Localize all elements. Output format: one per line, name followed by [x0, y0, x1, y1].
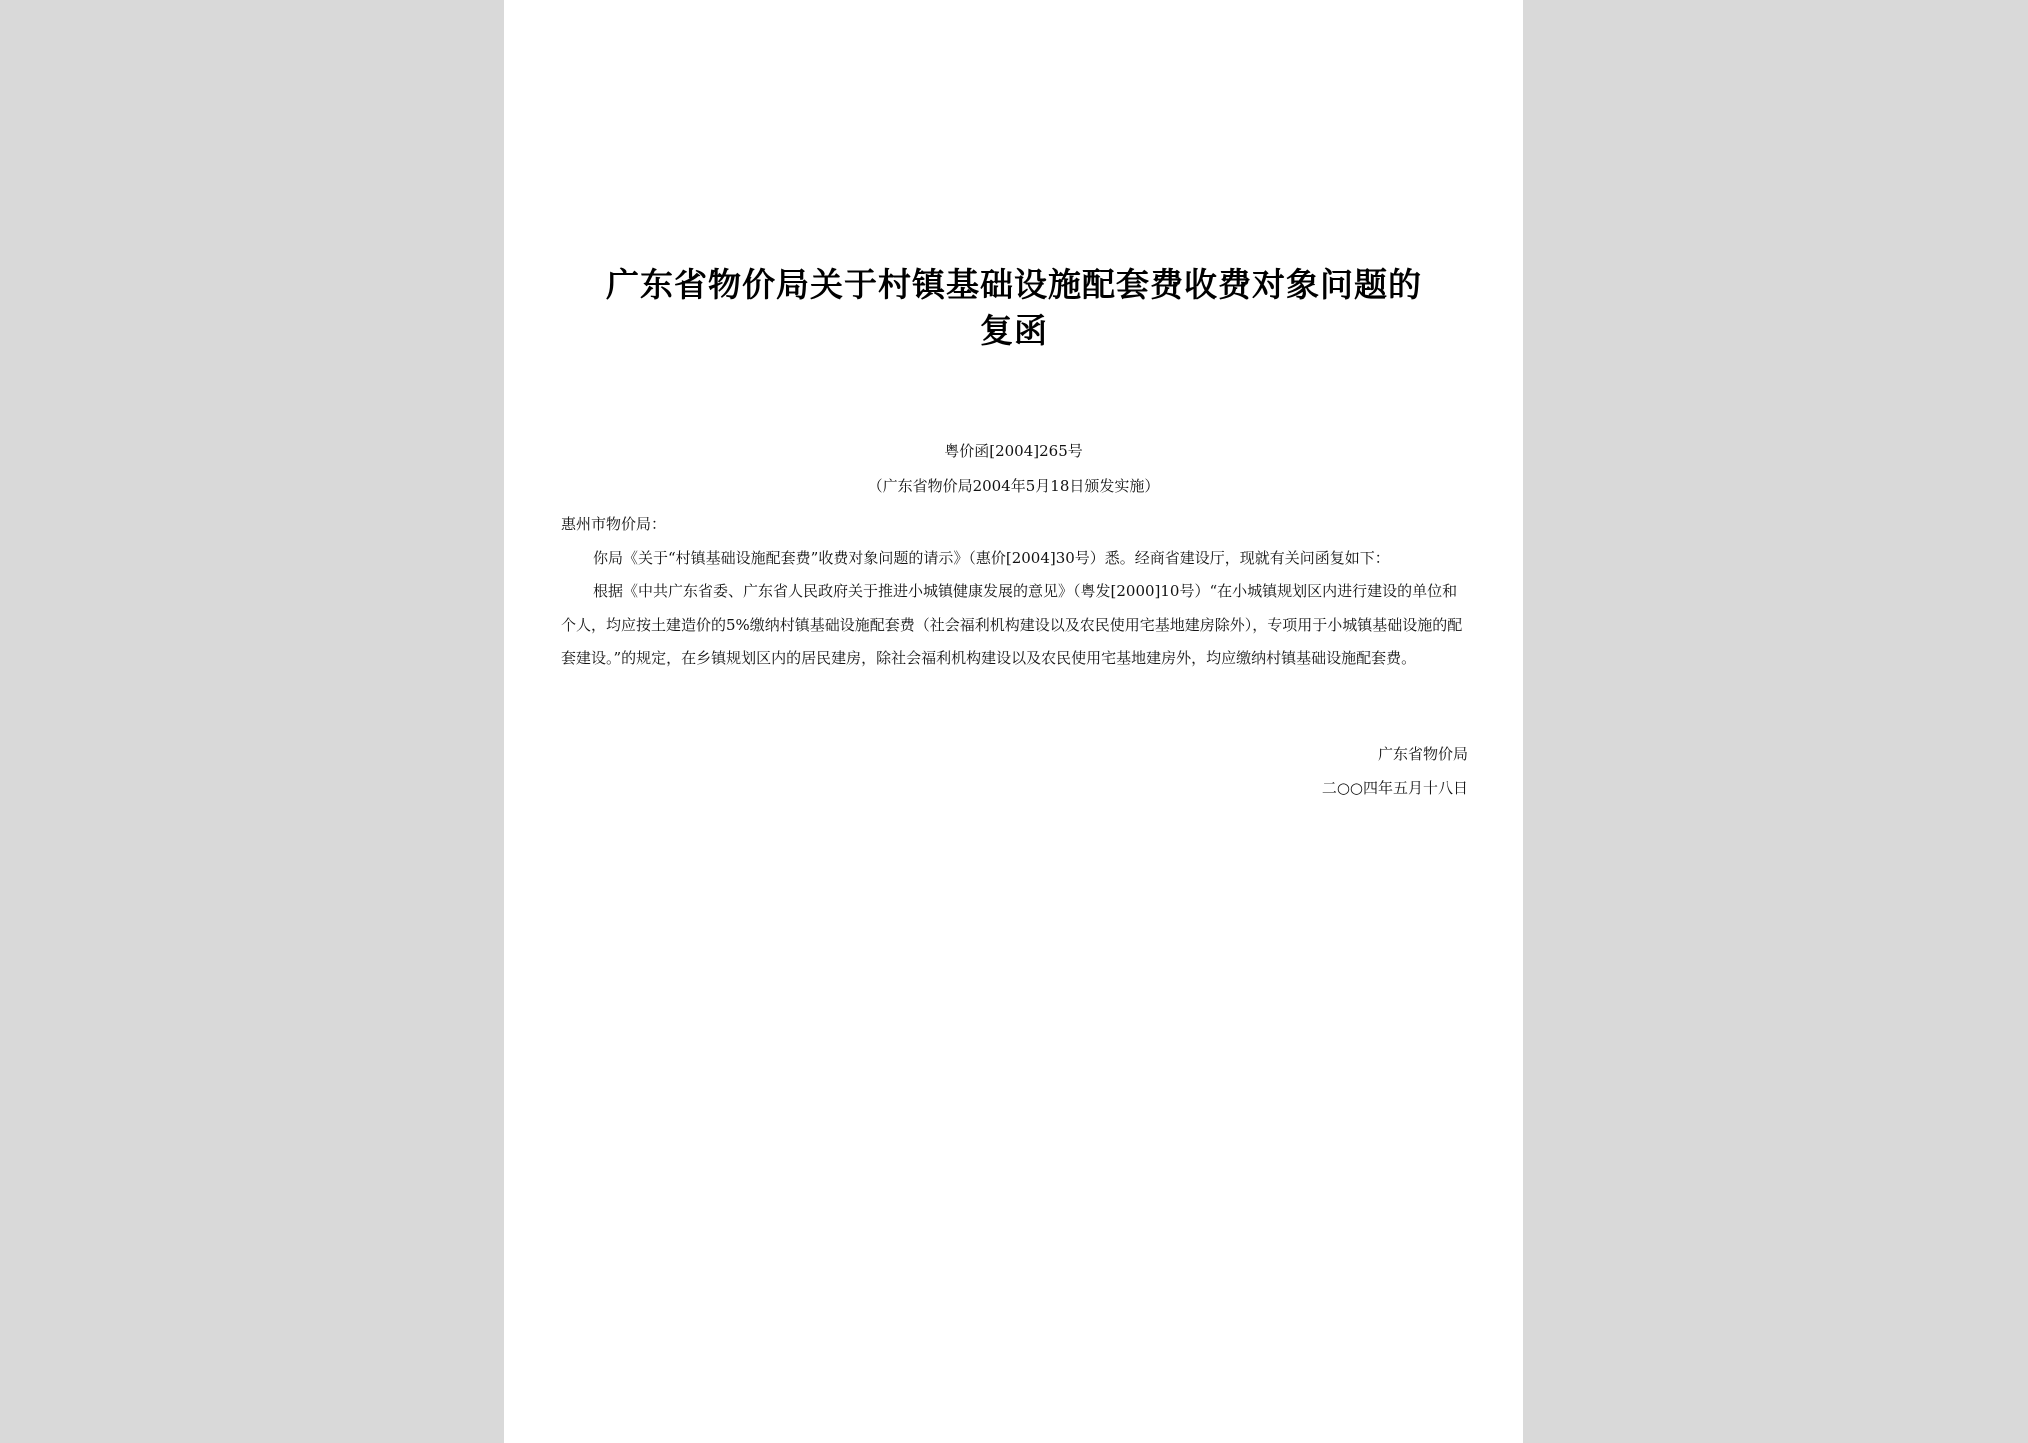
document-title	[564, 262, 1464, 354]
signature-organization: 广东省物价局	[1377, 745, 1468, 763]
signature-block	[1322, 738, 1468, 805]
document-page	[504, 0, 1523, 1443]
document-number: 粤价函[2004]265号	[944, 442, 1083, 460]
issue-note: （广东省物价局2004年5月18日颁发实施）	[867, 477, 1160, 495]
signature-date: 二○○四年五月十八日	[1321, 778, 1468, 797]
document-body	[561, 508, 1471, 676]
recipient-line: 惠州市物价局：	[561, 515, 667, 533]
body-paragraph-2: 根据《中共广东省委、广东省人民政府关于推进小城镇健康发展的意见》（粤发[2000]10号）“在小城镇规划区内进行建设的单位和个人，均应按土建造价的5%缴纳村镇基础设施配套费（社会福利机构建设以及农民使用宅基地建房除外），专项用于小城镇基础设施的配套建设。”的规定，在乡镇规划区内的居民建房，除社会福利机构建设以及农民使用宅基地建房外，均应缴纳村镇基础设施配套费。	[561, 582, 1463, 667]
title-line-2: 复函	[980, 311, 1048, 350]
body-paragraph-1: 你局《关于“村镇基础设施配套费”收费对象问题的请示》（惠价[2004]30号）悉。经商省建设厅，现就有关问函复如下：	[593, 548, 1390, 567]
title-line-1: 广东省物价局关于村镇基础设施配套费收费对象问题的	[606, 265, 1422, 304]
